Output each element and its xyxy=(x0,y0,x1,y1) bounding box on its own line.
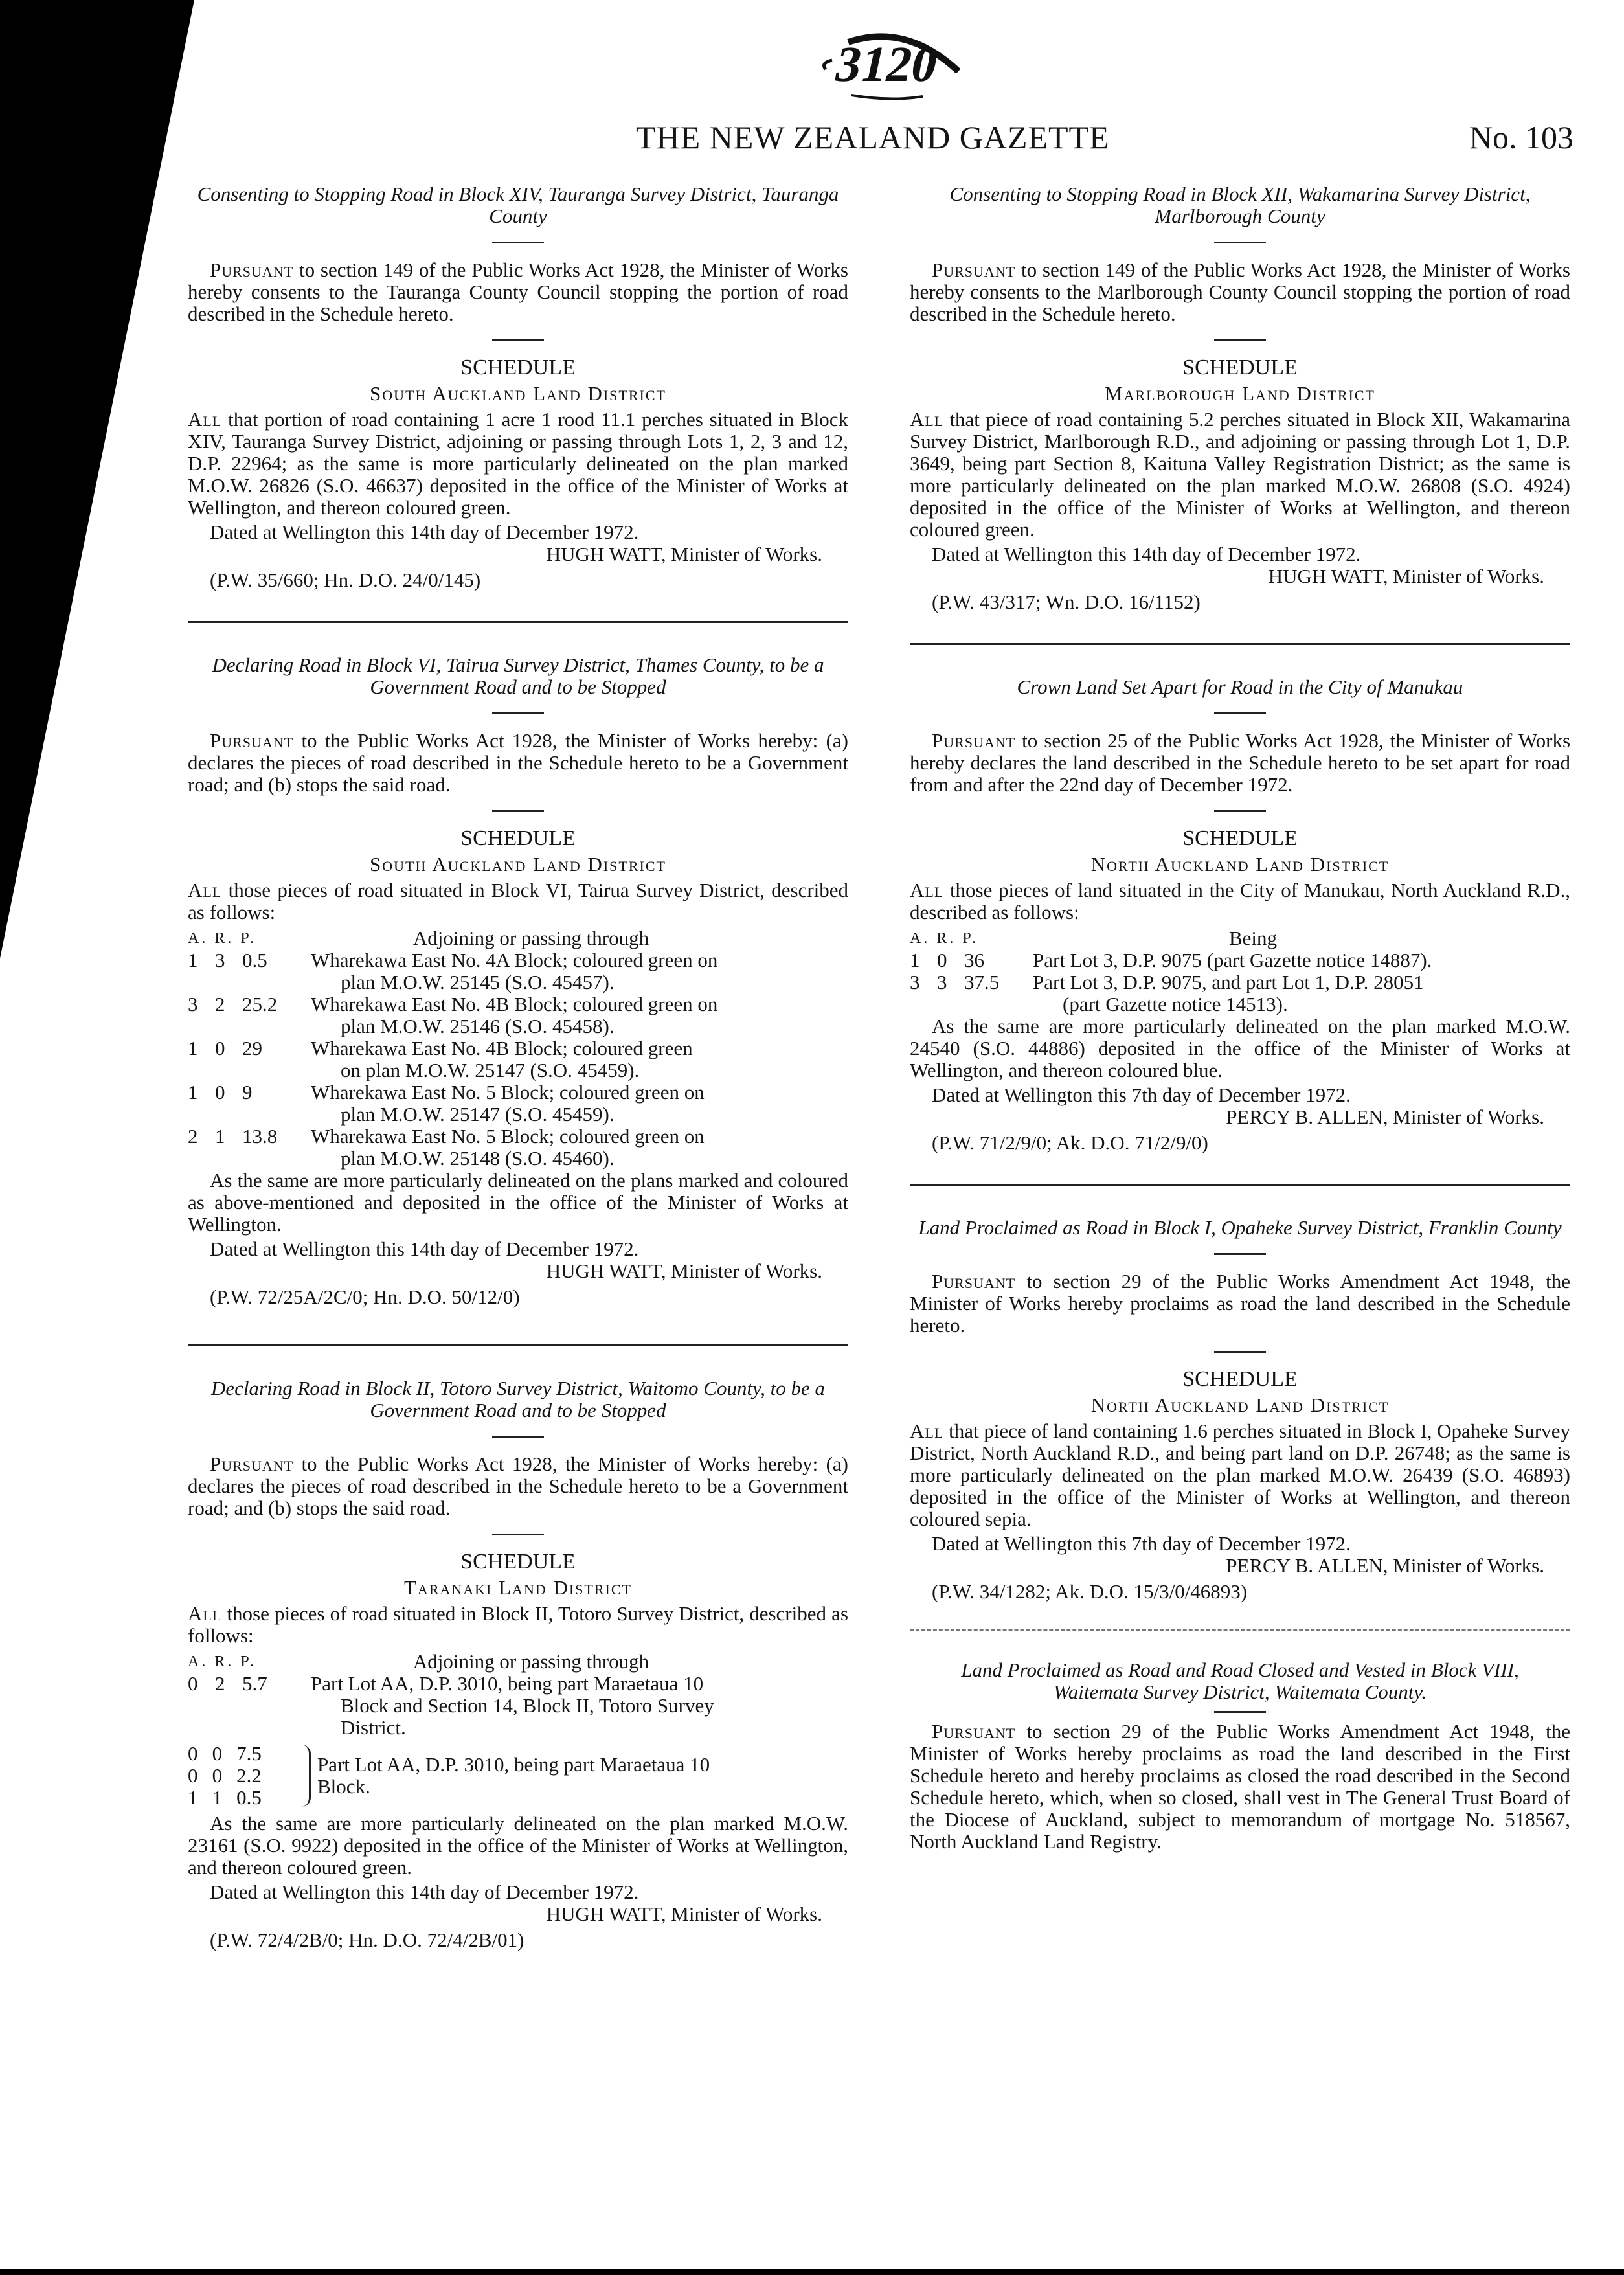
reference: (P.W. 43/317; Wn. D.O. 16/1152) xyxy=(932,591,1201,613)
divider xyxy=(1214,1711,1266,1713)
schedule-heading: SCHEDULE xyxy=(1182,1367,1298,1391)
scan-corner-shadow xyxy=(0,0,194,958)
reference: (P.W. 72/4/2B/0; Hn. D.O. 72/4/2B/01) xyxy=(210,1929,524,1951)
signature: PERCY B. ALLEN, Minister of Works. xyxy=(1226,1105,1544,1128)
divider xyxy=(1214,712,1266,714)
land-district: North Auckland Land District xyxy=(1090,853,1390,876)
table-row: 1 0 36 Part Lot 3, D.P. 9075 (part Gazette notice 14887). xyxy=(910,949,1432,971)
closing-text: As the same are more particularly delineated on the plan marked M.O.W. 23161 (S.O. 9922) deposited in the office of the Minister of Works at Wellington, and thereon coloured green. xyxy=(188,1812,848,1879)
notice-body: Pursuant to section 149 of the Public Works Act 1928, the Minister of Works hereby consents to the Tauranga County Council stopping the portion of road described in the Schedule hereto. xyxy=(188,258,848,325)
reference: (P.W. 35/660; Hn. D.O. 24/0/145) xyxy=(210,569,481,591)
svg-text:3120: 3120 xyxy=(830,36,943,93)
schedule-text: All those pieces of road situated in Block VI, Tairua Survey District, described as follows: xyxy=(188,879,849,923)
right-column xyxy=(910,183,1570,1853)
divider xyxy=(492,712,544,714)
reference: (P.W. 72/25A/2C/0; Hn. D.O. 50/12/0) xyxy=(210,1285,520,1308)
land-district: South Auckland Land District xyxy=(370,382,666,405)
table-row: 2 1 13.8 Wharekawa East No. 5 Block; coloured green on plan M.O.W. 25148 (S.O. 45460). xyxy=(188,1125,705,1170)
scan-bottom-edge xyxy=(0,2269,1624,2275)
section-rule xyxy=(188,621,848,623)
schedule-heading: SCHEDULE xyxy=(1182,356,1298,379)
divider xyxy=(1214,242,1266,243)
divider xyxy=(1214,339,1266,341)
issue-number: No. 103 xyxy=(1469,119,1573,155)
schedule-heading: SCHEDULE xyxy=(460,826,576,850)
land-district: Taranaki Land District xyxy=(404,1576,632,1599)
divider xyxy=(492,1534,544,1535)
closing-text: As the same are more particularly delineated on the plans marked and coloured as above-mentioned and deposited in the office of the Minister of Works at Wellington. xyxy=(188,1169,848,1236)
dated-line: Dated at Wellington this 7th day of December 1972. xyxy=(932,1532,1351,1555)
dated-line: Dated at Wellington this 14th day of December 1972. xyxy=(210,1238,639,1260)
schedule-text: All that piece of land containing 1.6 perches situated in Block I, Opaheke Survey District, North Auckland R.D., and being part land on D.P. 26748; as the same is more particularly delineated on the plan marked M.O.W. 26439 (S.O. 46893) deposited in the office of the Minister of Works at Wellington, and thereon coloured sepia. xyxy=(910,1420,1570,1530)
schedule-heading: SCHEDULE xyxy=(460,356,576,379)
left-column xyxy=(188,183,848,1951)
schedule-heading: SCHEDULE xyxy=(1182,826,1298,850)
land-district: Marlborough Land District xyxy=(1105,382,1375,405)
table-row: 3 2 25.2 Wharekawa East No. 4B Block; coloured green on plan M.O.W. 25146 (S.O. 45458). xyxy=(188,993,718,1037)
notice-opaheke xyxy=(910,1217,1570,1603)
table-row: 0 2 5.7 Part Lot AA, D.P. 3010, being part Maraetaua 10 Block and Section 14, Block II, Totoro Survey District. xyxy=(188,1672,714,1739)
notice-tairua xyxy=(188,654,848,1308)
notice-body: Pursuant to section 25 of the Public Works Act 1928, the Minister of Works hereby declares the land described in the Schedule hereto to be set apart for road from and after the 22nd day of December 1972. xyxy=(910,729,1571,796)
schedule-table-header: A. R. P. Being xyxy=(910,927,1278,949)
notice-tauranga xyxy=(188,183,848,591)
notice-body: Pursuant to the Public Works Act 1928, the Minister of Works hereby: (a) declares the pieces of road described in the Schedule hereto to be a Government road; and (b) stops the said road. xyxy=(188,1453,848,1519)
section-rule xyxy=(910,1629,1570,1631)
notice-body: Pursuant to section 29 of the Public Works Amendment Act 1948, the Minister of Works hereby proclaims as road the land described in the First Schedule hereto and hereby proclaims as closed the road described in the Second Schedule hereto, which, when so closed, shall vest in The General Trust Board of the Diocese of Auckland, subject to memorandum of mortgage No. 518567, North Auckland Land Registry. xyxy=(910,1720,1570,1853)
schedule-text: All those pieces of land situated in the City of Manukau, North Auckland R.D., described as follows: xyxy=(910,879,1570,923)
schedule-text: All that piece of road containing 5.2 perches situated in Block XII, Wakamarina Survey District, Marlborough R.D., and adjoining or passing through Lot 1, D.P. 3649, being part Section 8, Kaituna Valley Registration District; as the same is more particularly delineated on the plan marked M.O.W. 26808 (S.O. 4924) deposited in the office of the Minister of Works at Wellington, and thereon coloured green. xyxy=(910,408,1570,541)
notice-body: Pursuant to section 149 of the Public Works Act 1928, the Minister of Works hereby consents to the Marlborough County Council stopping the portion of road described in the Schedule hereto. xyxy=(910,258,1570,325)
table-row: 1 3 0.5 Wharekawa East No. 4A Block; coloured green on plan M.O.W. 25145 (S.O. 45457). xyxy=(188,949,718,993)
signature: HUGH WATT, Minister of Works. xyxy=(546,543,822,565)
land-district: North Auckland Land District xyxy=(1090,1394,1390,1416)
reference: (P.W. 71/2/9/0; Ak. D.O. 71/2/9/0) xyxy=(932,1131,1208,1154)
notice-totoro xyxy=(188,1377,848,1951)
notice-title: Land Proclaimed as Road and Road Closed and Vested in Block VIII, Waitemata Survey District, Waitemata County. xyxy=(961,1658,1519,1703)
notice-title: Declaring Road in Block VI, Tairua Survey District, Thames County, to be a Government Road and to be Stopped xyxy=(212,653,824,698)
table-row: 3 3 37.5 Part Lot 3, D.P. 9075, and part Lot 1, D.P. 28051 (part Gazette notice 14513). xyxy=(910,971,1424,1015)
section-rule xyxy=(910,643,1570,645)
notice-body: Pursuant to section 29 of the Public Works Amendment Act 1948, the Minister of Works hereby proclaims as road the land described in the Schedule hereto. xyxy=(910,1270,1570,1337)
schedule-heading: SCHEDULE xyxy=(460,1550,576,1574)
signature: HUGH WATT, Minister of Works. xyxy=(546,1260,822,1282)
divider xyxy=(1214,1351,1266,1353)
schedule-table-header: A. R. P. Adjoining or passing through xyxy=(188,1650,649,1673)
schedule-table-header: A. R. P. Adjoining or passing through xyxy=(188,927,649,949)
divider xyxy=(1214,1253,1266,1255)
schedule-text: All that portion of road containing 1 acre 1 rood 11.1 perches situated in Block XIV, Tauranga Survey District, adjoining or passing through Lots 1, 2, 3 and 12, D.P. 22964; as the same is more particularly delineated on the plan marked M.O.W. 26826 (S.O. 46637) deposited in the office of the Minister of Works at Wellington, and thereon coloured green. xyxy=(188,408,848,519)
dated-line: Dated at Wellington this 14th day of December 1972. xyxy=(210,1881,639,1903)
closing-text: As the same are more particularly delineated on the plan marked M.O.W. 24540 (S.O. 44886) deposited in the office of the Minister of Works at Wellington, and thereon coloured blue. xyxy=(910,1015,1570,1081)
notice-title: Consenting to Stopping Road in Block XII, Wakamarina Survey District, Marlborough County xyxy=(949,183,1531,227)
dated-line: Dated at Wellington this 14th day of December 1972. xyxy=(932,543,1361,565)
table-row-group: 0 0 7.5 0 0 2.2 1 1 0.5 Part Lot AA, D.P. 3010, being part Maraetaua 10 Block. xyxy=(188,1742,710,1809)
reference: (P.W. 34/1282; Ak. D.O. 15/3/0/46893) xyxy=(932,1580,1248,1603)
signature: HUGH WATT, Minister of Works. xyxy=(1268,565,1544,587)
signature: HUGH WATT, Minister of Works. xyxy=(546,1903,822,1925)
handwritten-page-number xyxy=(813,23,981,107)
divider xyxy=(492,1436,544,1438)
notice-title: Consenting to Stopping Road in Block XIV, Tauranga Survey District, Tauranga County xyxy=(197,183,839,227)
notice-title: Crown Land Set Apart for Road in the City of Manukau xyxy=(1017,675,1463,698)
divider xyxy=(492,339,544,341)
notice-title: Land Proclaimed as Road in Block I, Opaheke Survey District, Franklin County xyxy=(918,1216,1562,1239)
notice-body: Pursuant to the Public Works Act 1928, the Minister of Works hereby: (a) declares the pieces of road described in the Schedule hereto to be a Government road; and (b) stops the said road. xyxy=(188,729,848,796)
notice-title: Declaring Road in Block II, Totoro Survey District, Waitomo County, to be a Government Road and to be Stopped xyxy=(211,1377,825,1421)
notice-waitemata xyxy=(910,1659,1570,1853)
table-row: 1 0 29 Wharekawa East No. 4B Block; coloured green on plan M.O.W. 25147 (S.O. 45459). xyxy=(188,1037,693,1081)
schedule-text: All those pieces of road situated in Block II, Totoro Survey District, described as follows: xyxy=(188,1602,848,1647)
gazette-title: THE NEW ZEALAND GAZETTE xyxy=(636,119,1110,155)
notice-manukau xyxy=(910,676,1570,1154)
divider xyxy=(492,810,544,812)
land-district: South Auckland Land District xyxy=(370,853,666,876)
divider xyxy=(492,242,544,243)
page-header xyxy=(188,119,1573,164)
section-rule xyxy=(910,1184,1570,1186)
brace-mark xyxy=(298,1745,311,1807)
divider xyxy=(1214,810,1266,812)
section-rule xyxy=(188,1344,848,1346)
dated-line: Dated at Wellington this 7th day of December 1972. xyxy=(932,1083,1351,1106)
signature: PERCY B. ALLEN, Minister of Works. xyxy=(1226,1554,1544,1577)
table-row: 1 0 9 Wharekawa East No. 5 Block; coloured green on plan M.O.W. 25147 (S.O. 45459). xyxy=(188,1081,705,1126)
notice-wakamarina xyxy=(910,183,1570,613)
dated-line: Dated at Wellington this 14th day of December 1972. xyxy=(210,521,639,543)
